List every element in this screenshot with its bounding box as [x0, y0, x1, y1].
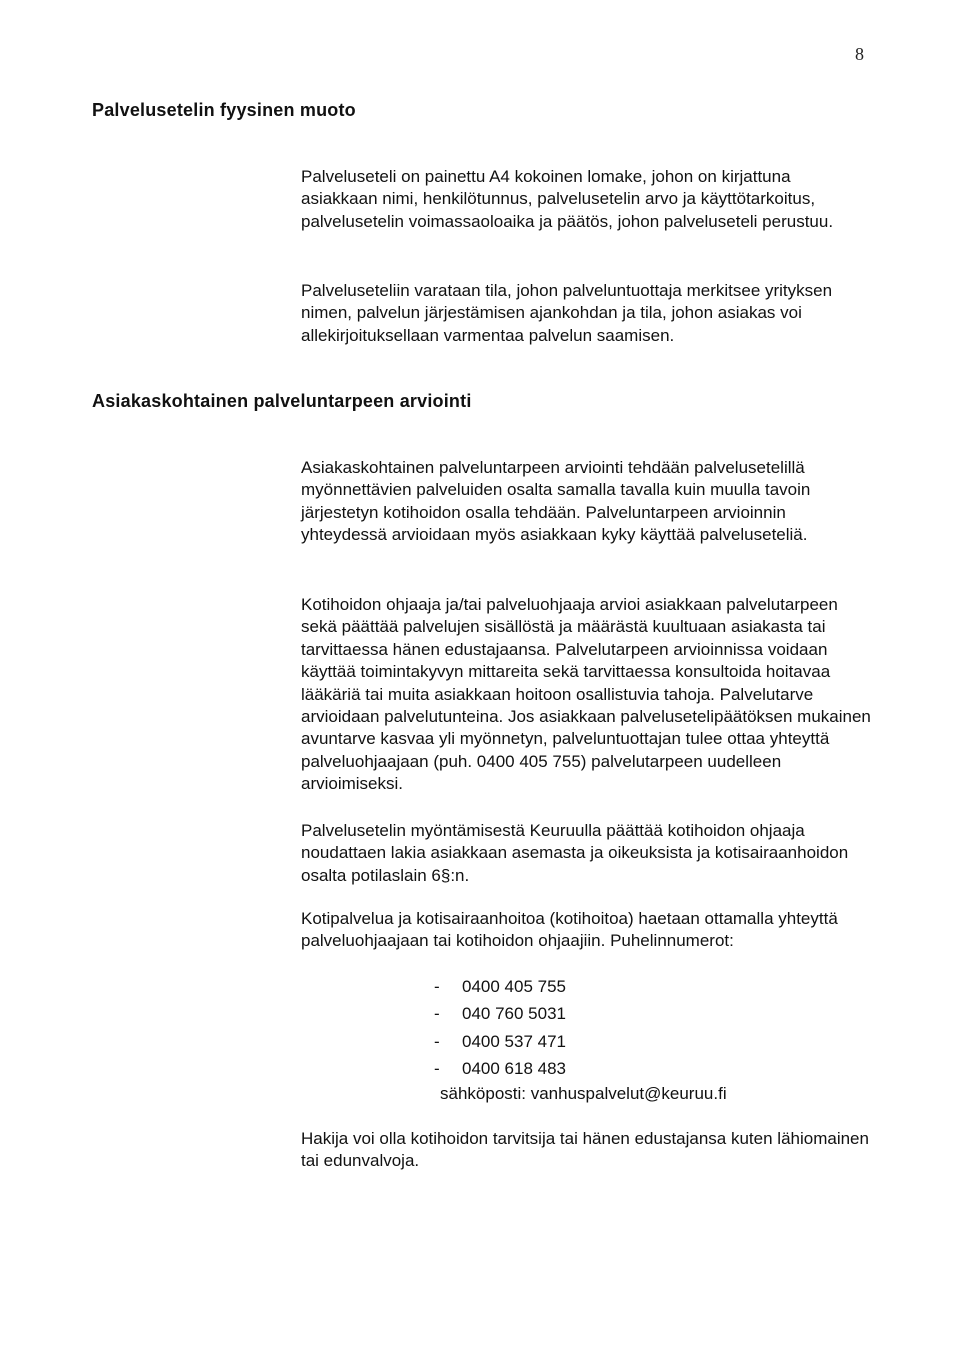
paragraph-decision: Palvelusetelin myöntämisestä Keuruulla päättää kotihoidon ohjaaja noudattaen lakia asiakkaan asemasta ja oikeuksista ja kotisairaanhoidon osalta potilaslain 6§:n.	[301, 821, 849, 885]
list-item	[434, 1028, 566, 1055]
list-dash: -	[434, 1058, 440, 1078]
section-heading-physical-form: Palvelusetelin fyysinen muoto	[92, 100, 356, 120]
phone-number: 040 760 5031	[462, 1004, 566, 1024]
phone-number: 0400 405 755	[462, 977, 566, 996]
list-dash: -	[434, 1031, 440, 1051]
list-item	[434, 973, 566, 1000]
list-dash: -	[434, 1004, 440, 1024]
paragraph-closing: Hakija voi olla kotihoidon tarvitsija tai hänen edustajansa kuten lähiomainen tai edunvalvoja.	[301, 1129, 869, 1171]
paragraph-contact: Kotipalvelua ja kotisairaanhoitoa (kotihoitoa) haetaan ottamalla yhteyttä palveluohjaajaan tai kotihoidon ohjaajiin. Puhelinnumerot:	[301, 909, 838, 951]
paragraph-assessment-intro: Asiakaskohtainen palveluntarpeen arviointi tehdään palvelusetelillä myönnettävien palveluiden osalta samalla tavalla kuin muulla tavoin järjestetyn kotihoidon osalla tehdään. Palveluntarpeen arvioinnin yhteydessä arvioidaan myös asiakkaan kyky käyttää palveluseteliä.	[301, 458, 811, 545]
paragraph-voucher-space: Palveluseteliin varataan tila, johon palveluntuottaja merkitsee yrityksen nimen, palvelun järjestämisen ajankohdan ja tila, johon asiakas voi allekirjoituksellaan varmentaa palvelun saamisen.	[301, 281, 833, 345]
phone-number-list	[434, 973, 566, 1082]
list-item	[434, 1055, 566, 1082]
phone-number: 0400 618 483	[462, 1058, 566, 1078]
phone-number: 0400 537 471	[462, 1031, 566, 1051]
list-dash: -	[434, 977, 440, 996]
paragraph-assessment-details: Kotihoidon ohjaaja ja/tai palveluohjaaja arvioi asiakkaan palvelutarpeen sekä päättää palvelujen sisällöstä ja määrästä kuultuaan asiakasta tai tarvittaessa hänen edustajaansa. Palvelutarpeen arvioinnissa voidaan käyttää toimintakyvyn mittareita sekä tarvittaessa konsultoida hoitavaa lääkäriä tai muita asiakkaan hoitoon osallistuvia tahoja. Palvelutarve arvioidaan palvelutunteina. Jos asiakkaan palvelusetelipäätöksen mukainen avuntarve kasvaa yli myönnetyn, palveluntuottajan tulee ottaa yhteyttä palveluohjaajaan (puh. 0400 405 755) palvelutarpeen uudelleen arvioimiseksi.	[301, 595, 871, 794]
email-line: sähköposti: vanhuspalvelut@keuruu.fi	[440, 1084, 727, 1103]
section-heading-needs-assessment: Asiakaskohtainen palveluntarpeen arviointi	[92, 391, 472, 411]
list-item	[434, 1000, 566, 1027]
page-number: 8	[855, 44, 864, 64]
paragraph-voucher-form: Palveluseteli on painettu A4 kokoinen lomake, johon on kirjattuna asiakkaan nimi, henkilötunnus, palvelusetelin arvo ja käyttötarkoitus, palvelusetelin voimassaoloaika ja päätös, johon palveluseteli perustuu.	[301, 167, 834, 231]
